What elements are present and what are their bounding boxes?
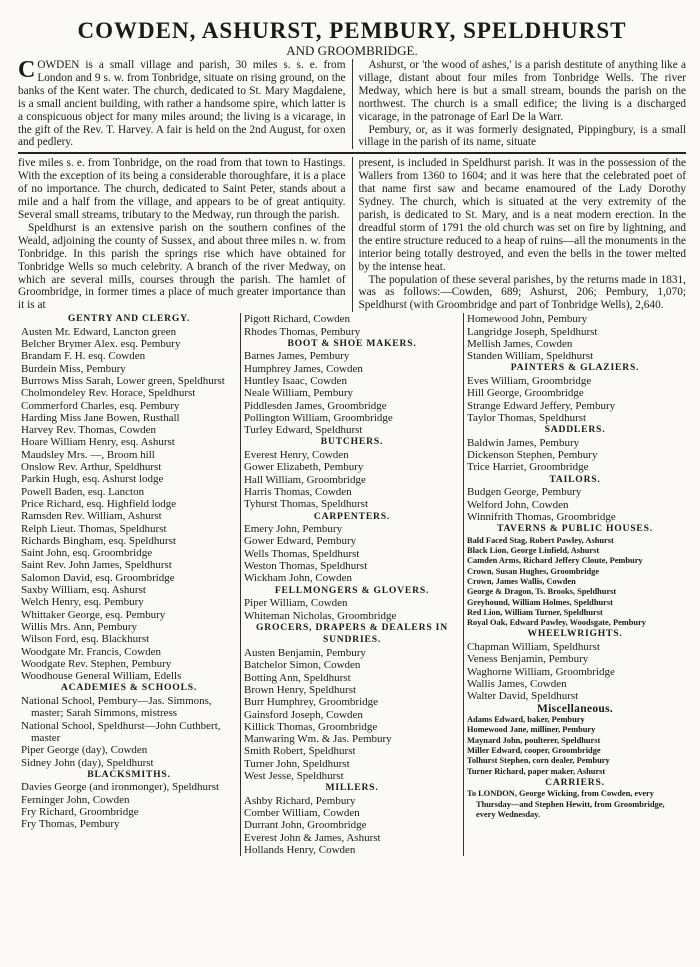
directory-entry: Dickenson Stephen, Pembury (467, 449, 598, 462)
directory-entry: Powell Baden, esq. Lancton (21, 485, 145, 498)
directory-entry: Everest Henry, Cowden (244, 449, 349, 462)
section-heading: FELLMONGERS & GLOVERS. (274, 584, 430, 596)
directory-entry: Greyhound, William Holmes, Speldhurst (467, 597, 613, 607)
directory-entry: Camden Arms, Richard Jeffery Cloute, Pembury (467, 556, 643, 566)
directory-entry: Langridge Joseph, Speldhurst (467, 325, 598, 338)
body-left-column (18, 157, 353, 312)
section-heading: SADDLERS. (544, 424, 606, 436)
directory-entry: Chapman William, Speldhurst (467, 641, 600, 654)
directory-column-3 (463, 313, 686, 856)
directory-entry: Welch Henry, esq. Pembury (21, 596, 144, 609)
directory-entry: Sidney John (day), Speldhurst (21, 756, 154, 769)
directory-entry: Ferninger John, Cowden (21, 793, 130, 806)
directory-entry: Cholmondeley Rev. Horace, Speldhurst (21, 387, 196, 400)
directory-entry: Relph Lieut. Thomas, Speldhurst (21, 522, 167, 535)
directory-entry: Budgen George, Pembury (467, 486, 582, 499)
section-heading: MILLERS. (325, 782, 379, 794)
directory-entry: Turner John, Speldhurst (244, 757, 350, 770)
directory-entry: Gainsford Joseph, Cowden (244, 708, 363, 721)
directory-entry: Willis Mrs. Ann, Pembury (21, 620, 137, 633)
directory-entry: Whiteman Nicholas, Groombridge (244, 609, 397, 622)
section-heading: TAVERNS & PUBLIC HOUSES. (497, 523, 653, 535)
section-heading: CARRIERS. (545, 776, 605, 788)
directory-entry: Baldwin James, Pembury (467, 436, 580, 449)
section-heading: BLACKSMITHS. (87, 768, 171, 780)
body-population-paragraph: The population of these several parishes, by the returns made in 1831, was as follows:—Cowden, 689; Ashurst, 206; Pembury, 1,070; Speldhurst (with Groombridge and part of Tonbridge Wells), 2,640. (358, 273, 686, 312)
directory-entry: Harvey Rev. Thomas, Cowden (21, 424, 157, 437)
page-subtitle: AND GROOMBRIDGE. (286, 43, 418, 58)
directory-entry: Crown, Susan Hughes, Groombridge (467, 566, 600, 576)
directory-entry: Batchelor Simon, Cowden (244, 659, 361, 672)
directory-entry: Saxby William, esq. Ashurst (21, 584, 146, 597)
directory-entry: Tyhurst Thomas, Speldhurst (244, 498, 368, 511)
directory-entry: To LONDON, George Wicking, from Cowden, every Thursday—and Stephen Hewitt, from Groombridge, every Wednesday. (467, 789, 665, 820)
directory-entry: Brown Henry, Speldhurst (244, 683, 357, 696)
intro-cowden-paragraph (18, 59, 346, 149)
directory-entry: National School, Speldhurst—John Cuthbert, master (21, 719, 221, 744)
intro-right-column (353, 59, 687, 149)
directory-entry: Botting Ann, Speldhurst (244, 671, 351, 684)
directory-entry: Burrows Miss Sarah, Lower green, Speldhurst (21, 375, 225, 387)
directory-entry: Ashby Richard, Pembury (244, 794, 356, 807)
drop-capital: C (18, 57, 36, 83)
directory-entry: Salomon David, esq. Groombridge (21, 571, 175, 584)
section-heading: PAINTERS & GLAZIERS. (510, 362, 640, 374)
intro-pembury-paragraph: Pembury, or, as it was formerly designated, Pippingbury, is a small village in the parish of its name, situate (358, 123, 686, 149)
directory-column-2 (240, 313, 463, 856)
directory-entry: Veness Benjamin, Pembury (467, 653, 589, 666)
section-heading: BUTCHERS. (320, 436, 384, 448)
directory-entry: Black Lion, George Linfield, Ashurst (467, 546, 600, 556)
directory-entry: National School, Pembury—Jas. Simmons, master; Sarah Simmons, mistress (21, 695, 212, 720)
section-heading: GROCERS, DRAPERS & DEALERS IN SUNDRIES. (256, 621, 448, 646)
directory-entry: Turley Edward, Speldhurst (244, 424, 363, 437)
intro-left-column (18, 59, 353, 149)
directory-entry: Smith Robert, Speldhurst (244, 745, 356, 758)
directory-entry: Crown, James Wallis, Cowden (467, 576, 576, 586)
directory-entry: Maudsley Mrs. —, Broom hill (21, 448, 155, 461)
directory-entry: Homewood John, Pembury (467, 313, 588, 326)
section-divider (18, 152, 686, 154)
page-title: COWDEN, ASHURST, PEMBURY, SPELDHURST (77, 18, 627, 43)
directory-entry: Standen William, Speldhurst (467, 350, 594, 363)
directory-entry: Miller Edward, cooper, Groombridge (467, 745, 601, 755)
directory-entry: Humphrey James, Cowden (244, 362, 363, 375)
body-right-column (353, 157, 687, 312)
directory-entry: Eves William, Groombridge (467, 375, 592, 387)
directory-entry: Gower Elizabeth, Pembury (244, 461, 364, 474)
directory-entry: Homewood Jane, milliner, Pembury (467, 725, 596, 735)
directory-entry: Welford John, Cowden (467, 498, 569, 511)
directory-entry: Weston Thomas, Speldhurst (244, 560, 368, 573)
section-heading: Miscellaneous. (536, 702, 614, 715)
directory-entry: Manwaring Wm. & Jas. Pembury (244, 733, 392, 746)
directory-entry: Maynard John, poulterer, Speldhurst (467, 735, 601, 745)
directory-entry: Parkin Hugh, esq. Ashurst lodge (21, 473, 164, 486)
directory-entry: Turner Richard, paper maker, Ashurst (467, 766, 606, 776)
directory-entry: Comber William, Cowden (244, 807, 360, 820)
directory-entry: Pigott Richard, Cowden (244, 313, 351, 326)
directory-entry: Royal Oak, Edward Pawley, Woodsgate, Pembury (467, 618, 646, 628)
directory-entry: George & Dragon, Ts. Brooks, Speldhurst (467, 587, 617, 597)
directory-entry: Hill George, Groombridge (467, 387, 584, 400)
directory-entry: Rhodes Thomas, Pembury (244, 325, 361, 338)
body-section (18, 157, 686, 312)
intro-cowden-text: OWDEN is a small village and parish, 30 miles s. s. e. from London and 9 s. w. from Tonbridge, situate on rising ground, on the banks of the Kent water. The church, dedicated to St. Mary Magdalene, is a small ancient building, with rather a handsome spire, which latter is a conspicuous object for many miles around; the living is a vicarage, in the gift of the Rev. T. Harvey. A fair is held on the 2nd August, for oxen and pedlery. (18, 59, 346, 149)
directory-entry: Pollington William, Groombridge (244, 411, 393, 424)
body-pembury-continued: five miles s. e. from Tonbridge, on the road from that town to Hastings. With the exception of its being a considerable thoroughfare, it is a place of no importance. The church, dedicated to Saint Peter, stands about a mile and a half from the village, and appears to be of great antiquity. Several small streams, tributary to the Medway, run through the parish. (18, 157, 346, 221)
directory-entry: Davies George (and ironmonger), Speldhurst (21, 781, 220, 794)
directory-entry: Piper George (day), Cowden (21, 744, 148, 757)
directory-entry: Price Richard, esq. Highfield lodge (21, 497, 177, 510)
directory-entry: Bald Faced Stag, Robert Pawley, Ashurst (467, 535, 614, 545)
directory-entry: Richards Bingham, esq. Speldhurst (21, 534, 176, 547)
directory-entry: Taylor Thomas, Speldhurst (467, 411, 587, 424)
section-heading: ACADEMIES & SCHOOLS. (60, 682, 198, 694)
directory-entry: West Jesse, Speldhurst (244, 769, 344, 782)
directory-entry: Austen Benjamin, Pembury (244, 647, 366, 660)
directory-entry: Burdein Miss, Pembury (21, 362, 126, 375)
directory-entry: Ramsden Rev. William, Ashurst (21, 510, 162, 523)
directory-entry: Gower Edward, Pembury (244, 535, 357, 548)
directory-entry: Austen Mr. Edward, Lancton green (21, 325, 177, 338)
directory-entry: Tolhurst Stephen, corn dealer, Pembury (467, 756, 610, 766)
directory-entry: Emery John, Pembury (244, 523, 343, 536)
directory-entry: Fry Thomas, Pembury (21, 818, 120, 831)
directory-entry: Burr Humphrey, Groombridge (244, 696, 379, 709)
directory-entry: Wilson Ford, esq. Blackhurst (21, 633, 150, 646)
directory-entry: Durrant John, Groombridge (244, 819, 367, 832)
intro-ashurst-paragraph: Ashurst, or 'the wood of ashes,' is a parish destitute of anything like a village, distant about four miles from Tonbridge Wells. The river Medway, which here is but a small stream, bounds the parish on the northwest. The church is a small edifice; the living is a discharged vicarage, in the patronage of Earl De la Warr. (358, 59, 686, 123)
intro-section (18, 59, 686, 149)
directory-column-1 (18, 313, 240, 856)
directory-entry: Wells Thomas, Speldhurst (244, 547, 360, 560)
directory-entry: Walter David, Speldhurst (467, 690, 579, 703)
directory-entry: Winnifrith Thomas, Groombridge (467, 510, 616, 523)
section-heading: CARPENTERS. (313, 510, 391, 522)
directory-entry: Killick Thomas, Groombridge (244, 720, 378, 733)
trade-directory (18, 313, 686, 856)
directory-entry: Fry Richard, Groombridge (21, 805, 139, 818)
directory-entry: Brandam F. H. esq. Cowden (21, 350, 146, 363)
directory-entry: Trice Harriet, Groombridge (467, 461, 589, 474)
directory-entry: Hollands Henry, Cowden (244, 844, 356, 857)
section-heading: WHEELWRIGHTS. (527, 628, 623, 640)
directory-entry: Commerford Charles, esq. Pembury (21, 399, 180, 412)
directory-entry: Saint John, esq. Groombridge (21, 547, 153, 560)
directory-entry: Harding Miss Jane Bowen, Rusthall (21, 411, 180, 424)
section-heading: GENTRY AND CLERGY. (67, 313, 191, 325)
directory-entry: Piper William, Cowden (244, 597, 348, 610)
directory-entry: Saint Rev. John James, Speldhurst (21, 559, 172, 572)
directory-entry: Whittaker George, esq. Pembury (21, 608, 166, 621)
directory-entry: Mellish James, Cowden (467, 337, 573, 350)
directory-entry: Adams Edward, baker, Pembury (467, 715, 585, 725)
directory-entry: Onslow Rev. Arthur, Speldhurst (21, 461, 162, 474)
body-speldhurst-paragraph: Speldhurst is an extensive parish on the southern confines of the Weald, adjoining the county of Sussex, and about three miles n. w. from Tonbridge. In this parish the springs rise which have obtained for Tonbridge Wells so much celebrity. A branch of the river Medway, on which are several mills, courses through the parish. The hamlet of Groombridge, in former times a place of much greater importance than it is at (18, 221, 346, 312)
directory-entry: Woodgate Mr. Francis, Cowden (21, 645, 161, 658)
section-heading: TAILORS. (549, 473, 601, 485)
directory-entry: Wickham John, Cowden (244, 572, 353, 585)
directory-entry: Woodgate Rev. Stephen, Pembury (21, 657, 172, 670)
directory-entry: Woodhouse General William, Edells (21, 670, 182, 683)
directory-entry: Strange Edward Jeffery, Pembury (467, 399, 616, 412)
directory-entry: Piddlesden James, Groombridge (244, 399, 387, 412)
directory-entry: Hall William, Groombridge (244, 473, 366, 486)
body-groombridge-continued: present, is included in Speldhurst parish. It was in the possession of the Wallers from 1360 to 1604; and it was here that the celebrated poet of that name first saw and became enamoured of the Lady Dorothy Sydney. The church, which is situated at the very extremity of the parish, is dedicated to St. Mary, and is a neat modern erection. In the dreadful storm of 1791 the old church was set on fire by lightning, and the entire structure reduced to a heap of ruins—all the monuments in the interior being totally destroyed, and even the bells in the tower melted by the intense heat. (358, 157, 687, 273)
directory-entry: Neale William, Pembury (244, 387, 354, 400)
directory-entry: Huntley Isaac, Cowden (244, 375, 347, 387)
directory-entry: Red Lion, William Turner, Speldhurst (467, 607, 603, 617)
directory-entry: Hoare William Henry, esq. Ashurst (21, 436, 175, 449)
directory-entry: Barnes James, Pembury (244, 350, 350, 363)
directory-entry: Harris Thomas, Cowden (244, 485, 352, 498)
directory-entry: Wallis James, Cowden (467, 677, 567, 690)
directory-entry: Belcher Brymer Alex. esq. Pembury (21, 338, 181, 351)
directory-entry: Everest John & James, Ashurst (244, 831, 381, 844)
directory-entry: Waghorne William, Groombridge (467, 665, 615, 678)
section-heading: BOOT & SHOE MAKERS. (287, 337, 417, 349)
